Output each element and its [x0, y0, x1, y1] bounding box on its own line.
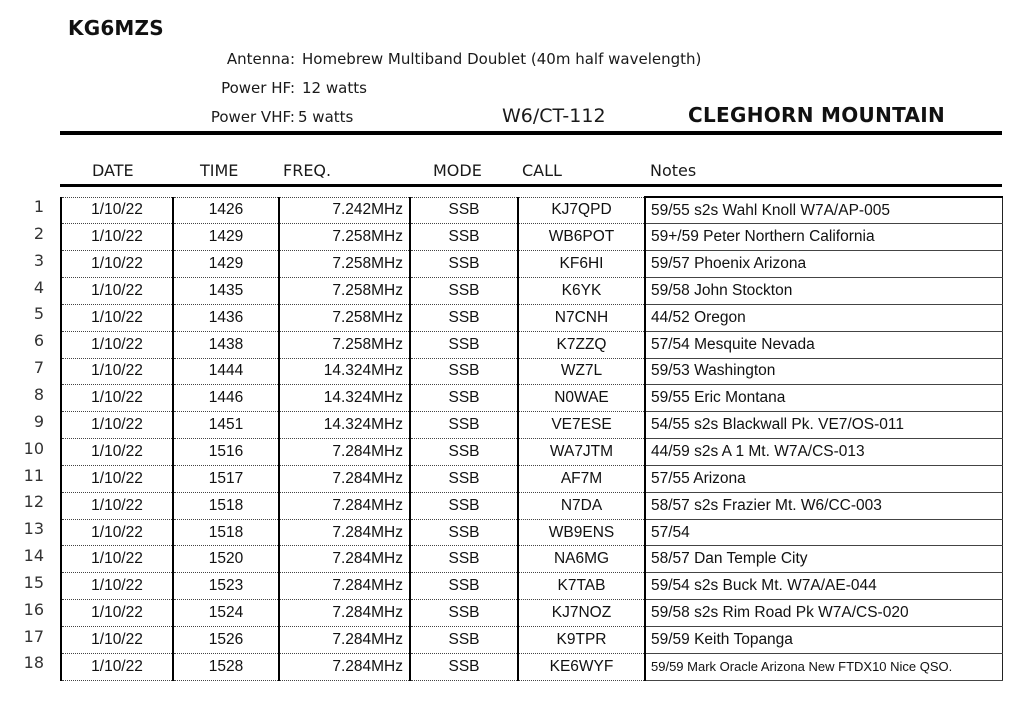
time-cell: 1429 [173, 224, 279, 251]
mode-cell: SSB [410, 519, 518, 546]
frequency-cell: 7.258MHz [279, 331, 410, 358]
callsign-cell: KJ7NOZ [518, 600, 645, 627]
row-number: 3 [33, 250, 44, 270]
mode-cell: SSB [410, 197, 518, 224]
notes-cell: 57/54 Mesquite Nevada [645, 331, 1002, 358]
antenna-value: Homebrew Multiband Doublet (40m half wavelength) [302, 50, 702, 68]
callsign-cell: K6YK [518, 278, 645, 305]
frequency-cell: 7.284MHz [279, 600, 410, 627]
date-cell: 1/10/22 [61, 412, 173, 439]
frequency-cell: 7.258MHz [279, 224, 410, 251]
column-header-mode: MODE [433, 161, 482, 180]
callsign-cell: N7CNH [518, 304, 645, 331]
mode-cell: SSB [410, 224, 518, 251]
mode-cell: SSB [410, 278, 518, 305]
callsign-cell: WZ7L [518, 358, 645, 385]
frequency-cell: 7.284MHz [279, 492, 410, 519]
date-cell: 1/10/22 [61, 546, 173, 573]
notes-cell: 59/53 Washington [645, 358, 1002, 385]
log-row [61, 627, 1002, 654]
callsign-cell: WB6POT [518, 224, 645, 251]
mode-cell: SSB [410, 385, 518, 412]
notes-cell: 59/59 Mark Oracle Arizona New FTDX10 Nice QSO. [645, 653, 1002, 680]
row-number: 10 [23, 438, 44, 458]
notes-cell: 58/57 Dan Temple City [645, 546, 1002, 573]
column-header-divider [60, 184, 1002, 187]
notes-cell: 59/55 s2s Wahl Knoll W7A/AP-005 [645, 197, 1002, 224]
callsign-cell: KJ7QPD [518, 197, 645, 224]
notes-cell: 44/59 s2s A 1 Mt. W7A/CS-013 [645, 439, 1002, 466]
time-cell: 1516 [173, 439, 279, 466]
column-header-freq: FREQ. [283, 161, 332, 180]
time-cell: 1438 [173, 331, 279, 358]
callsign-cell: NA6MG [518, 546, 645, 573]
log-row [61, 331, 1002, 358]
frequency-cell: 7.258MHz [279, 304, 410, 331]
row-number: 9 [33, 411, 44, 431]
power-vhf-value: 5 watts [298, 108, 354, 126]
notes-cell: 59/59 Keith Topanga [645, 627, 1002, 654]
time-cell: 1518 [173, 519, 279, 546]
notes-cell: 54/55 s2s Blackwall Pk. VE7/OS-011 [645, 412, 1002, 439]
mode-cell: SSB [410, 304, 518, 331]
mode-cell: SSB [410, 600, 518, 627]
log-row [61, 224, 1002, 251]
row-number: 17 [23, 626, 44, 646]
time-cell: 1518 [173, 492, 279, 519]
log-row [61, 492, 1002, 519]
row-number: 15 [23, 572, 44, 592]
callsign-cell: N7DA [518, 492, 645, 519]
date-cell: 1/10/22 [61, 385, 173, 412]
time-cell: 1435 [173, 278, 279, 305]
time-cell: 1429 [173, 251, 279, 278]
date-cell: 1/10/22 [61, 331, 173, 358]
date-cell: 1/10/22 [61, 519, 173, 546]
antenna-label: Antenna: [226, 50, 295, 68]
notes-cell: 57/54 [645, 519, 1002, 546]
mode-cell: SSB [410, 546, 518, 573]
date-cell: 1/10/22 [61, 573, 173, 600]
frequency-cell: 7.284MHz [279, 519, 410, 546]
frequency-cell: 7.284MHz [279, 653, 410, 680]
callsign-cell: AF7M [518, 465, 645, 492]
date-cell: 1/10/22 [61, 627, 173, 654]
time-cell: 1426 [173, 197, 279, 224]
row-number: 14 [23, 546, 44, 566]
log-row [61, 519, 1002, 546]
date-cell: 1/10/22 [61, 358, 173, 385]
time-cell: 1520 [173, 546, 279, 573]
notes-cell: 59/57 Phoenix Arizona [645, 251, 1002, 278]
row-number: 12 [23, 492, 44, 512]
time-cell: 1526 [173, 627, 279, 654]
date-cell: 1/10/22 [61, 197, 173, 224]
frequency-cell: 7.284MHz [279, 546, 410, 573]
date-cell: 1/10/22 [61, 251, 173, 278]
date-cell: 1/10/22 [61, 439, 173, 466]
time-cell: 1517 [173, 465, 279, 492]
log-row [61, 278, 1002, 305]
row-number: 5 [33, 304, 44, 324]
date-cell: 1/10/22 [61, 465, 173, 492]
time-cell: 1524 [173, 600, 279, 627]
date-cell: 1/10/22 [61, 304, 173, 331]
row-number: 18 [23, 653, 44, 673]
column-header-call: CALL [522, 161, 562, 180]
mode-cell: SSB [410, 439, 518, 466]
frequency-cell: 7.284MHz [279, 573, 410, 600]
qso-log-table [60, 196, 1003, 681]
callsign-cell: K9TPR [518, 627, 645, 654]
row-number: 16 [23, 599, 44, 619]
notes-cell: 59/58 s2s Rim Road Pk W7A/CS-020 [645, 600, 1002, 627]
mode-cell: SSB [410, 653, 518, 680]
mode-cell: SSB [410, 251, 518, 278]
log-row [61, 412, 1002, 439]
time-cell: 1444 [173, 358, 279, 385]
log-row [61, 304, 1002, 331]
column-header-time: TIME [200, 161, 239, 180]
row-number: 4 [33, 277, 44, 297]
time-cell: 1436 [173, 304, 279, 331]
log-row [61, 358, 1002, 385]
frequency-cell: 7.284MHz [279, 465, 410, 492]
frequency-cell: 14.324MHz [279, 385, 410, 412]
column-header-date: DATE [92, 161, 134, 180]
power-vhf-label: Power VHF: [210, 108, 295, 126]
frequency-cell: 7.284MHz [279, 439, 410, 466]
notes-cell: 59/58 John Stockton [645, 278, 1002, 305]
notes-cell: 44/52 Oregon [645, 304, 1002, 331]
date-cell: 1/10/22 [61, 653, 173, 680]
power-hf-value: 12 watts [302, 79, 367, 97]
log-row [61, 439, 1002, 466]
notes-cell: 59/54 s2s Buck Mt. W7A/AE-044 [645, 573, 1002, 600]
frequency-cell: 14.324MHz [279, 358, 410, 385]
date-cell: 1/10/22 [61, 600, 173, 627]
log-row [61, 465, 1002, 492]
mode-cell: SSB [410, 412, 518, 439]
log-row [61, 653, 1002, 680]
mode-cell: SSB [410, 358, 518, 385]
time-cell: 1451 [173, 412, 279, 439]
row-number: 2 [33, 223, 44, 243]
mode-cell: SSB [410, 465, 518, 492]
callsign-cell: VE7ESE [518, 412, 645, 439]
frequency-cell: 7.284MHz [279, 627, 410, 654]
time-cell: 1528 [173, 653, 279, 680]
date-cell: 1/10/22 [61, 224, 173, 251]
log-row [61, 600, 1002, 627]
notes-cell: 59/55 Eric Montana [645, 385, 1002, 412]
mode-cell: SSB [410, 331, 518, 358]
log-row [61, 251, 1002, 278]
date-cell: 1/10/22 [61, 278, 173, 305]
row-number: 6 [33, 331, 44, 351]
log-row [61, 546, 1002, 573]
frequency-cell: 7.258MHz [279, 251, 410, 278]
column-header-notes: Notes [650, 161, 697, 180]
operator-callsign: KG6MZS [68, 16, 164, 40]
log-row [61, 573, 1002, 600]
power-hf-label: Power HF: [221, 79, 295, 97]
row-number: 11 [23, 465, 44, 485]
callsign-cell: WA7JTM [518, 439, 645, 466]
summit-name: CLEGHORN MOUNTAIN [688, 103, 946, 127]
log-row [61, 197, 1002, 224]
date-cell: 1/10/22 [61, 492, 173, 519]
mode-cell: SSB [410, 492, 518, 519]
notes-cell: 58/57 s2s Frazier Mt. W6/CC-003 [645, 492, 1002, 519]
row-number: 7 [33, 358, 44, 378]
log-row [61, 385, 1002, 412]
mode-cell: SSB [410, 627, 518, 654]
row-number: 1 [33, 197, 44, 216]
row-number: 13 [23, 519, 44, 539]
row-number: 8 [33, 384, 44, 404]
frequency-cell: 7.242MHz [279, 197, 410, 224]
callsign-cell: KF6HI [518, 251, 645, 278]
header-divider [60, 131, 1002, 135]
notes-cell: 59+/59 Peter Northern California [645, 224, 1002, 251]
time-cell: 1523 [173, 573, 279, 600]
summit-reference: W6/CT-112 [502, 105, 606, 127]
callsign-cell: WB9ENS [518, 519, 645, 546]
notes-cell: 57/55 Arizona [645, 465, 1002, 492]
frequency-cell: 14.324MHz [279, 412, 410, 439]
frequency-cell: 7.258MHz [279, 278, 410, 305]
callsign-cell: N0WAE [518, 385, 645, 412]
time-cell: 1446 [173, 385, 279, 412]
mode-cell: SSB [410, 573, 518, 600]
callsign-cell: K7ZZQ [518, 331, 645, 358]
callsign-cell: KE6WYF [518, 653, 645, 680]
callsign-cell: K7TAB [518, 573, 645, 600]
